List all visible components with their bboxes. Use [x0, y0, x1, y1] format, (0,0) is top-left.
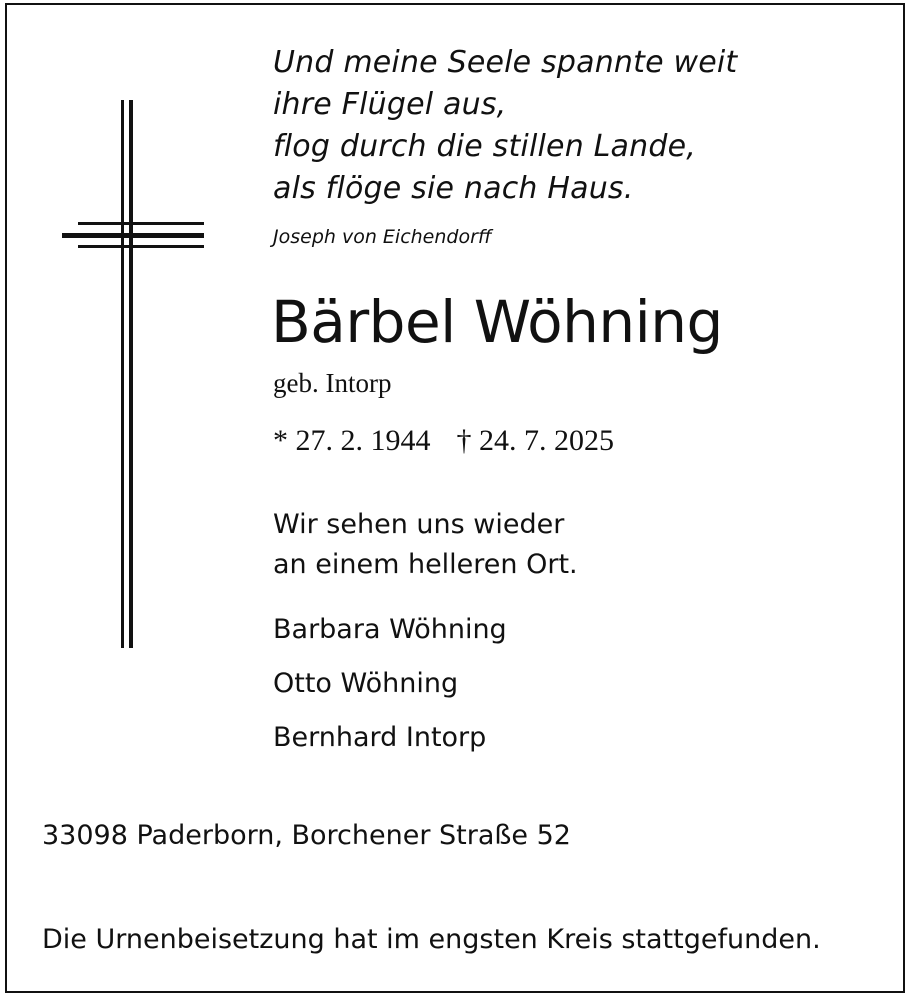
- family-member: Bernhard Intorp: [273, 722, 487, 753]
- poem-author: Joseph von Eichendorff: [273, 226, 492, 248]
- birth-date: * 27. 2. 1944: [273, 424, 431, 457]
- family-member: Barbara Wöhning: [273, 614, 507, 645]
- cross-vertical-right: [129, 100, 133, 648]
- farewell-quote: [273, 505, 578, 585]
- address: 33098 Paderborn, Borchener Straße 52: [42, 820, 571, 851]
- cross-icon: [58, 100, 208, 652]
- cross-horizontal-top: [78, 222, 204, 225]
- poem: [273, 42, 737, 210]
- cross-vertical-left: [121, 100, 124, 648]
- cross-horizontal-middle: [62, 233, 204, 238]
- poem-line: als flöge sie nach Haus.: [273, 171, 634, 206]
- family-member: Otto Wöhning: [273, 668, 459, 699]
- burial-note: Die Urnenbeisetzung hat im engsten Kreis stattgefunden.: [42, 924, 821, 955]
- quote-line: Wir sehen uns wieder: [273, 509, 565, 540]
- poem-line: Und meine Seele spannte weit: [273, 45, 738, 80]
- maiden-name: geb. Intorp: [273, 368, 392, 398]
- poem-line: ihre Flügel aus,: [273, 87, 507, 122]
- deceased-name: Bärbel Wöhning: [271, 288, 723, 356]
- family-list: [273, 603, 507, 765]
- quote-line: an einem helleren Ort.: [273, 549, 578, 580]
- cross-horizontal-bottom: [78, 245, 204, 248]
- life-dates: [273, 422, 614, 460]
- poem-line: flog durch die stillen Lande,: [273, 129, 696, 164]
- death-date: † 24. 7. 2025: [456, 424, 614, 457]
